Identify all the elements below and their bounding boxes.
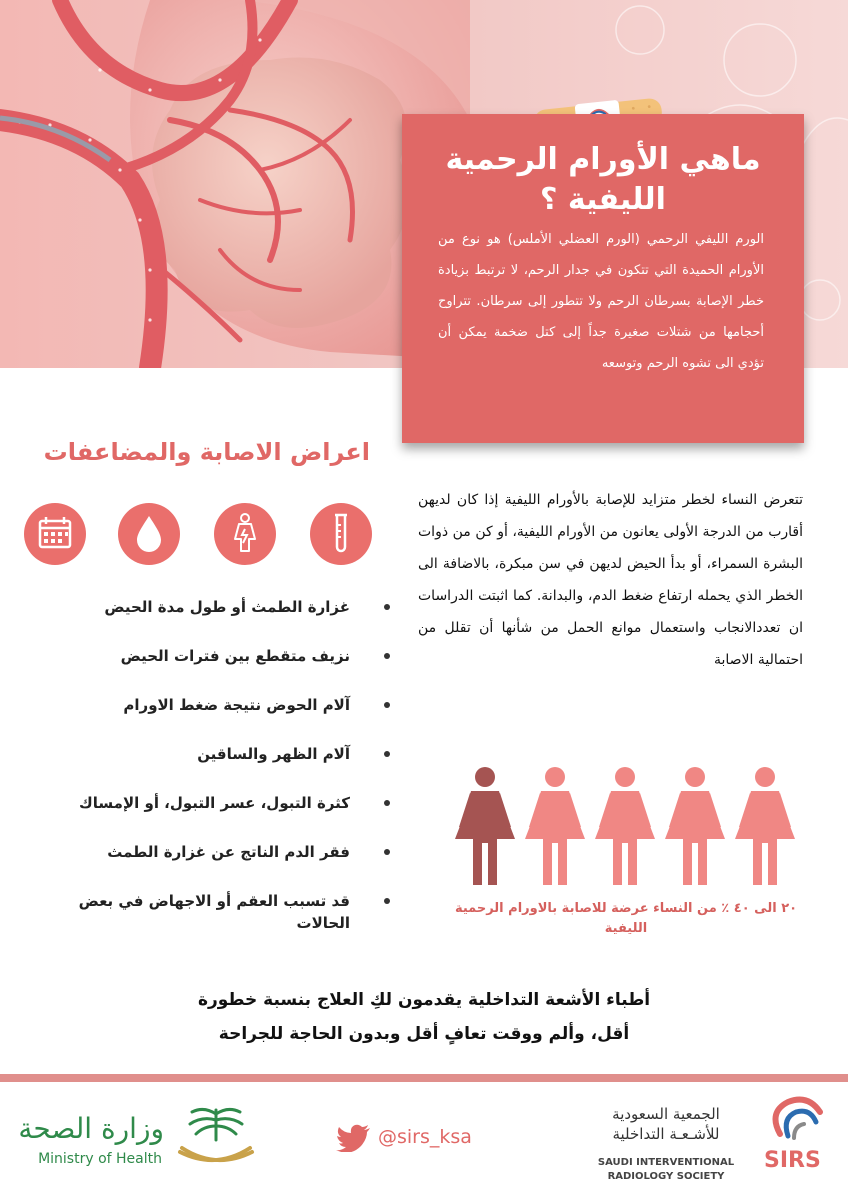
ministry-name-english: Ministry of Health — [38, 1151, 162, 1167]
bullet-icon — [384, 604, 390, 610]
list-item: آلام الحوض نتيجة ضغط الاورام — [40, 694, 400, 716]
intro-card — [402, 114, 804, 443]
list-item: غزارة الطمث أو طول مدة الحيض — [40, 596, 400, 618]
woman-figure — [735, 767, 795, 885]
sirs-logo-icon — [764, 1094, 828, 1150]
closing-line-2: أقل، وألم ووقت تعافٍ أقل وبدون الحاجة للجراحة — [218, 1024, 630, 1044]
list-item: نزيف متقطع بين فترات الحيض — [40, 645, 400, 667]
bullet-icon — [384, 751, 390, 757]
society-name-arabic: الجمعية السعودية للأشـعـة التداخلية — [612, 1105, 720, 1143]
bullet-icon — [384, 849, 390, 855]
woman-figure — [665, 767, 725, 885]
symptoms-heading: اعراض الاصابة والمضاعفات — [43, 438, 370, 466]
woman-figure — [525, 767, 585, 885]
society-name-english: SAUDI INTERVENTIONAL RADIOLOGY SOCIETY — [597, 1157, 735, 1182]
page-title: ماهي الأورام الرحمية الليفية ؟ — [445, 142, 761, 217]
woman-figure — [595, 767, 655, 885]
ministry-name-arabic: وزارة الصحة — [18, 1112, 164, 1145]
woman-figure-highlighted — [455, 767, 515, 885]
bullet-icon — [384, 653, 390, 659]
risk-factors-text: تتعرض النساء لخطر متزايد للإصابة بالأورام الليفية إذا كان لديهن أقارب من الدرجة الأولى يعانون من الأورام الليفية، أو كن من ذوات البشرة السمراء، أو بدأ الحيض لديهن في سن مبكرة، بالاضافة الى الخطر الذي يحمله ارتفاع ضغط الدم، والبدانة. كما اثبتت الدراسات ان تعددالانجاب واستعمال موانع الحمل من شأنها أن تقلل من احتمالية الاصابة — [418, 492, 803, 668]
twitter-handle-link[interactable]: @sirs_ksa — [378, 1126, 472, 1148]
bullet-icon — [384, 800, 390, 806]
palm-swords-icon — [168, 1100, 264, 1180]
closing-statement — [80, 983, 768, 1051]
sirs-wordmark: SIRS — [764, 1148, 821, 1173]
woman-pain-icon — [214, 503, 276, 565]
footer-divider — [0, 1074, 848, 1082]
intro-text: الورم الليفي الرحمي (الورم العضلي الأملس) هو نوع من الأورام الحميدة التي تتكون في جدار الرحم، لا ترتبط بزيادة خطر الإصابة بسرطان الرحم ولا تتطور إلى سرطان. تتراوح أحجامها من شتلات صغيرة جداً إلى كتل ضخمة يمكن أن تؤدي الى تشوه الرحم وتوسعه — [438, 232, 764, 371]
list-item: آلام الظهر والساقين — [40, 743, 400, 765]
list-item: قد تسبب العقم أو الاجهاض في بعض الحالات — [40, 890, 400, 934]
bullet-icon — [384, 898, 390, 904]
women-figures-caption: ٢٠ الى ٤٠ ٪ من النساء عرضة للاصابة بالاورام الرحمية الليفية — [454, 901, 798, 936]
calendar-icon — [24, 503, 86, 565]
blood-drop-icon — [118, 503, 180, 565]
list-item: فقر الدم الناتج عن غزارة الطمث — [40, 841, 400, 863]
twitter-icon — [336, 1124, 372, 1152]
closing-line-1: أطباء الأشعة التداخلية يقدمون لكِ العلاج بنسبة خطورة — [197, 990, 651, 1010]
women-figures — [450, 767, 800, 892]
test-tube-icon — [310, 503, 372, 565]
symptom-list — [40, 596, 400, 961]
list-item: كثرة التبول، عسر التبول، أو الإمساك — [40, 792, 400, 814]
bullet-icon — [384, 702, 390, 708]
